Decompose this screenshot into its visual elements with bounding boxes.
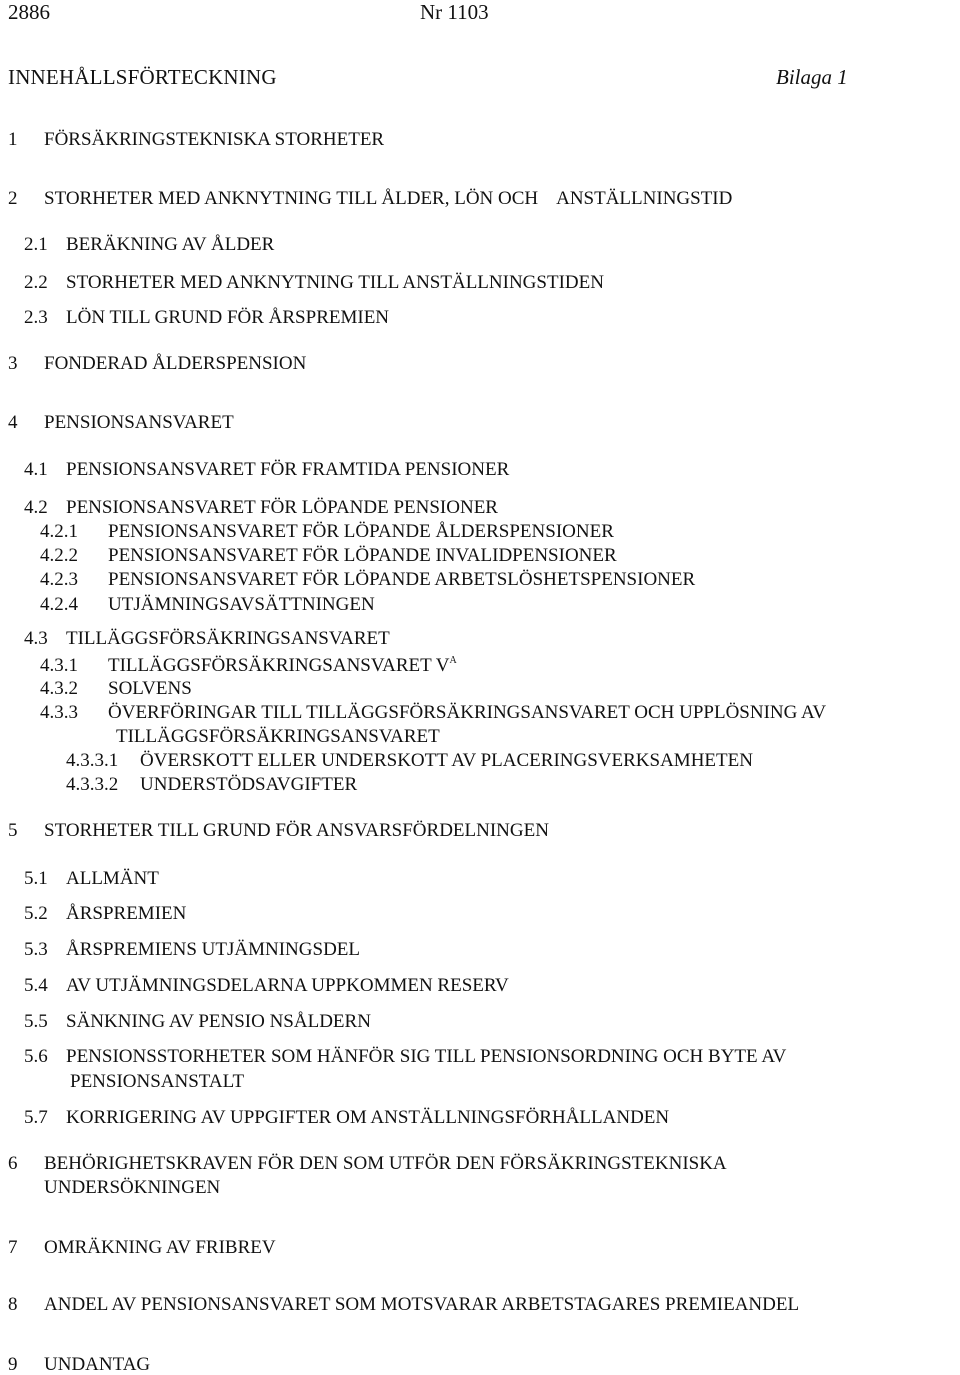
toc-entry-number: 5 — [8, 820, 18, 841]
toc-entry-title: BERÄKNING AV ÅLDER — [66, 234, 275, 255]
toc-entry-title: STORHETER MED ANKNYTNING TILL ANSTÄLLNINGSTIDEN — [66, 272, 604, 293]
toc-entry-number: 5.4 — [24, 975, 48, 996]
toc-entry-number: 4.3.1 — [40, 655, 78, 676]
toc-entry-title: LÖN TILL GRUND FÖR ÅRSPREMIEN — [66, 307, 390, 328]
toc-entry-number: 4.2 — [24, 497, 48, 518]
toc-entry-number: 3 — [8, 353, 18, 374]
page-number: 2886 — [8, 0, 50, 24]
toc-entry-number: 7 — [8, 1237, 18, 1258]
toc-entry-number: 2.1 — [24, 234, 48, 255]
toc-entry-title: TILLÄGGSFÖRSÄKRINGSANSVARET — [66, 628, 390, 649]
toc-entry-title: UTJÄMNINGSAVSÄTTNINGEN — [108, 594, 375, 615]
toc-entry-number: 4.1 — [24, 459, 48, 480]
toc-entry-number: 4.3.3 — [40, 702, 78, 723]
toc-entry-title: PENSIONSSTORHETER SOM HÄNFÖR SIG TILL PENSIONSORDNING OCH BYTE AV — [66, 1046, 787, 1067]
toc-entry-number: 2.3 — [24, 307, 48, 328]
toc-entry-number: 5.2 — [24, 903, 48, 924]
toc-entry-number: 1 — [8, 129, 18, 150]
toc-entry-title: ÅRSPREMIENS UTJÄMNINGSDEL — [66, 939, 360, 960]
toc-entry-title: FONDERAD ÅLDERSPENSION — [44, 353, 307, 374]
toc-title: INNEHÅLLSFÖRTECKNING — [8, 65, 277, 89]
toc-entry-number: 4.3.3.1 — [66, 750, 119, 771]
toc-entry-title: ÖVERFÖRINGAR TILL TILLÄGGSFÖRSÄKRINGSANSVARET OCH UPPLÖSNING AV — [108, 702, 827, 723]
toc-entry-number: 5.6 — [24, 1046, 48, 1067]
toc-entry-title: STORHETER MED ANKNYTNING TILL ÅLDER, LÖN OCH ANSTÄLLNINGSTID — [44, 188, 733, 209]
toc-entry-title: PENSIONSANSVARET FÖR LÖPANDE ARBETSLÖSHETSPENSIONER — [108, 569, 696, 590]
toc-entry-title: UNDERSTÖDSAVGIFTER — [140, 774, 358, 795]
toc-entry-title: PENSIONSANSVARET FÖR LÖPANDE ÅLDERSPENSIONER — [108, 521, 614, 542]
toc-entry-title: STORHETER TILL GRUND FÖR ANSVARSFÖRDELNINGEN — [44, 820, 549, 841]
toc-entry-title: FÖRSÄKRINGSTEKNISKA STORHETER — [44, 129, 385, 150]
toc-entry-title: PENSIONSANSVARET FÖR LÖPANDE INVALIDPENSIONER — [108, 545, 617, 566]
toc-entry-number: 4.2.4 — [40, 594, 78, 615]
toc-entry-number: 4 — [8, 412, 18, 433]
toc-entry-number: 8 — [8, 1294, 18, 1315]
toc-entry-title: SOLVENS — [108, 678, 192, 699]
toc-entry-title: ALLMÄNT — [66, 868, 159, 889]
toc-entry-title: OMRÄKNING AV FRIBREV — [44, 1237, 276, 1258]
toc-entry-title: PENSIONSANSVARET FÖR LÖPANDE PENSIONER — [66, 497, 498, 518]
toc-entry-number: 9 — [8, 1354, 18, 1375]
toc-entry-number: 4.3 — [24, 628, 48, 649]
toc-entry-number: 4.2.2 — [40, 545, 78, 566]
toc-entry-title — [108, 656, 457, 675]
toc-entry-number: 4.2.1 — [40, 521, 78, 542]
toc-entry-title: UNDANTAG — [44, 1354, 151, 1375]
toc-entry-title: ÖVERSKOTT ELLER UNDERSKOTT AV PLACERINGSVERKSAMHETEN — [140, 750, 753, 771]
toc-entry-title: ÅRSPREMIEN — [66, 903, 187, 924]
toc-entry-number: 2.2 — [24, 272, 48, 293]
toc-entry-number: 5.1 — [24, 868, 48, 889]
toc-entry-title: SÄNKNING AV PENSIO NSÅLDERN — [66, 1011, 371, 1032]
toc-entry-title-continued: UNDERSÖKNINGEN — [44, 1177, 221, 1198]
toc-entry-number: 2 — [8, 188, 18, 209]
superscript: A — [449, 655, 457, 666]
toc-entry-title-text: TILLÄGGSFÖRSÄKRINGSANSVARET V — [108, 655, 450, 676]
toc-entry-title: PENSIONSANSVARET — [44, 412, 234, 433]
toc-entry-title-continued: PENSIONSANSTALT — [70, 1071, 245, 1092]
toc-entry-number: 4.3.3.2 — [66, 774, 119, 795]
toc-entry-title: KORRIGERING AV UPPGIFTER OM ANSTÄLLNINGSFÖRHÅLLANDEN — [66, 1107, 670, 1128]
toc-entry-number: 5.7 — [24, 1107, 48, 1128]
toc-entry-number: 4.3.2 — [40, 678, 78, 699]
toc-entry-number: 5.5 — [24, 1011, 48, 1032]
toc-entry-title: ANDEL AV PENSIONSANSVARET SOM MOTSVARAR ARBETSTAGARES PREMIEANDEL — [44, 1294, 800, 1315]
toc-entry-title-continued: TILLÄGGSFÖRSÄKRINGSANSVARET — [116, 726, 440, 747]
toc-entry-number: 6 — [8, 1153, 18, 1174]
appendix-label: Bilaga 1 — [776, 65, 848, 89]
toc-entry-title: AV UTJÄMNINGSDELARNA UPPKOMMEN RESERV — [66, 975, 509, 996]
toc-entry-title: BEHÖRIGHETSKRAVEN FÖR DEN SOM UTFÖR DEN FÖRSÄKRINGSTEKNISKA — [44, 1153, 727, 1174]
toc-entry-number: 4.2.3 — [40, 569, 78, 590]
toc-entry-number: 5.3 — [24, 939, 48, 960]
toc-entry-title: PENSIONSANSVARET FÖR FRAMTIDA PENSIONER — [66, 459, 510, 480]
document-number: Nr 1103 — [420, 0, 489, 24]
